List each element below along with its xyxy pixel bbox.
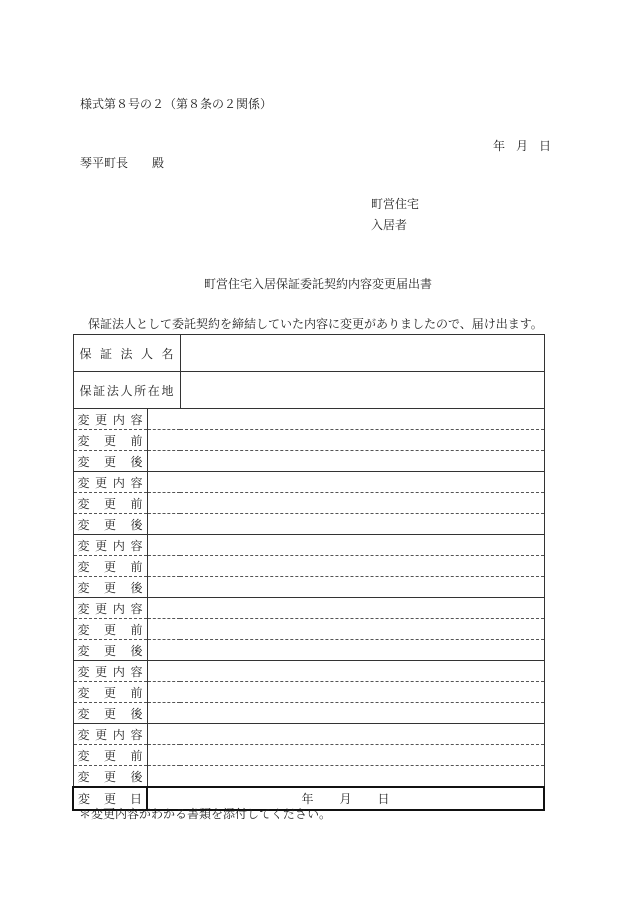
change-before-label-text: 変 更 前 — [77, 433, 143, 448]
footnote: ＊変更内容がわかる書類を添付してください。 — [79, 807, 332, 821]
change-after-row — [73, 703, 544, 724]
change-content-label — [73, 598, 147, 619]
change-content-label — [73, 535, 147, 556]
change-before-row — [73, 619, 544, 640]
intro-text: 保証法人として委託契約を締結していた内容に変更がありましたので、届け出ます。 — [88, 317, 543, 331]
company-name-row — [73, 335, 544, 372]
change-after-label-text: 変 更 後 — [77, 643, 143, 658]
change-after-row — [73, 577, 544, 598]
change-before-field[interactable] — [147, 619, 544, 640]
change-after-field[interactable] — [147, 703, 544, 724]
change-content-row — [73, 661, 544, 682]
change-after-label — [73, 577, 147, 598]
change-content-field[interactable] — [147, 724, 544, 745]
company-name-label-text: 保 証 法 人 名 — [79, 346, 174, 361]
change-date-year-unit: 年 — [301, 792, 314, 806]
change-form-table — [72, 334, 545, 811]
change-content-row — [73, 598, 544, 619]
change-before-field[interactable] — [147, 493, 544, 514]
change-before-row — [73, 430, 544, 451]
submission-date — [493, 140, 551, 152]
change-content-label — [73, 724, 147, 745]
company-name-field[interactable] — [180, 335, 544, 372]
company-address-row — [73, 372, 544, 409]
change-before-label — [73, 619, 147, 640]
change-content-field[interactable] — [147, 535, 544, 556]
change-content-label-text: 変 更 内 容 — [77, 412, 143, 427]
change-after-field[interactable] — [147, 766, 544, 788]
company-address-label-text: 保 証 法 人 所 在 地 — [79, 383, 174, 398]
change-after-label — [73, 766, 147, 788]
change-before-label — [73, 682, 147, 703]
company-address-label — [73, 372, 180, 409]
date-month-unit: 月 — [516, 139, 529, 153]
change-content-row — [73, 472, 544, 493]
change-after-field[interactable] — [147, 577, 544, 598]
change-before-label-text: 変 更 前 — [77, 685, 143, 700]
change-after-label-text: 変 更 後 — [77, 580, 143, 595]
change-before-label-text: 変 更 前 — [77, 559, 143, 574]
change-before-label — [73, 745, 147, 766]
change-content-label — [73, 661, 147, 682]
change-content-field[interactable] — [147, 409, 544, 430]
change-after-row — [73, 766, 544, 788]
change-content-label — [73, 409, 147, 430]
change-before-field[interactable] — [147, 430, 544, 451]
date-day-unit: 日 — [539, 139, 552, 153]
change-before-row — [73, 493, 544, 514]
document-title: 町営住宅入居保証委託契約内容変更届出書 — [204, 277, 433, 291]
date-year-unit: 年 — [493, 139, 506, 153]
change-after-row — [73, 451, 544, 472]
change-before-label-text: 変 更 前 — [77, 496, 143, 511]
change-before-field[interactable] — [147, 745, 544, 766]
change-content-row — [73, 535, 544, 556]
change-after-label — [73, 640, 147, 661]
change-after-label-text: 変 更 後 — [77, 769, 143, 784]
change-after-label-text: 変 更 後 — [77, 517, 143, 532]
change-before-label-text: 変 更 前 — [77, 622, 143, 637]
change-before-label — [73, 556, 147, 577]
applicant-label-resident: 入居者 — [371, 218, 408, 232]
change-after-label — [73, 514, 147, 535]
change-after-label — [73, 451, 147, 472]
change-before-field[interactable] — [147, 682, 544, 703]
change-content-label-text: 変 更 内 容 — [77, 664, 143, 679]
change-date-month-unit: 月 — [339, 792, 352, 806]
change-before-row — [73, 745, 544, 766]
change-after-field[interactable] — [147, 451, 544, 472]
change-before-label-text: 変 更 前 — [77, 748, 143, 763]
change-date-day-unit: 日 — [377, 792, 390, 806]
change-before-row — [73, 556, 544, 577]
change-content-label-text: 変 更 内 容 — [77, 475, 143, 490]
change-content-label — [73, 472, 147, 493]
change-before-label — [73, 493, 147, 514]
change-content-field[interactable] — [147, 598, 544, 619]
applicant-label-housing: 町営住宅 — [371, 197, 420, 211]
company-name-label — [73, 335, 180, 372]
change-after-label-text: 変 更 後 — [77, 454, 143, 469]
form-number: 様式第８号の２（第８条の２関係） — [80, 97, 273, 111]
change-before-label — [73, 430, 147, 451]
change-after-row — [73, 514, 544, 535]
change-before-row — [73, 682, 544, 703]
change-content-label-text: 変 更 内 容 — [77, 601, 143, 616]
change-after-field[interactable] — [147, 640, 544, 661]
company-address-field[interactable] — [180, 372, 544, 409]
change-date-label-text: 変 更 日 — [78, 792, 142, 806]
change-date-units — [148, 790, 543, 807]
change-content-row — [73, 409, 544, 430]
change-after-label-text: 変 更 後 — [77, 706, 143, 721]
change-after-field[interactable] — [147, 514, 544, 535]
change-content-label-text: 変 更 内 容 — [77, 538, 143, 553]
addressee: 琴平町長 殿 — [80, 156, 165, 170]
change-content-field[interactable] — [147, 661, 544, 682]
change-before-field[interactable] — [147, 556, 544, 577]
change-content-field[interactable] — [147, 472, 544, 493]
change-content-label-text: 変 更 内 容 — [77, 727, 143, 742]
change-after-label — [73, 703, 147, 724]
change-content-row — [73, 724, 544, 745]
change-after-row — [73, 640, 544, 661]
